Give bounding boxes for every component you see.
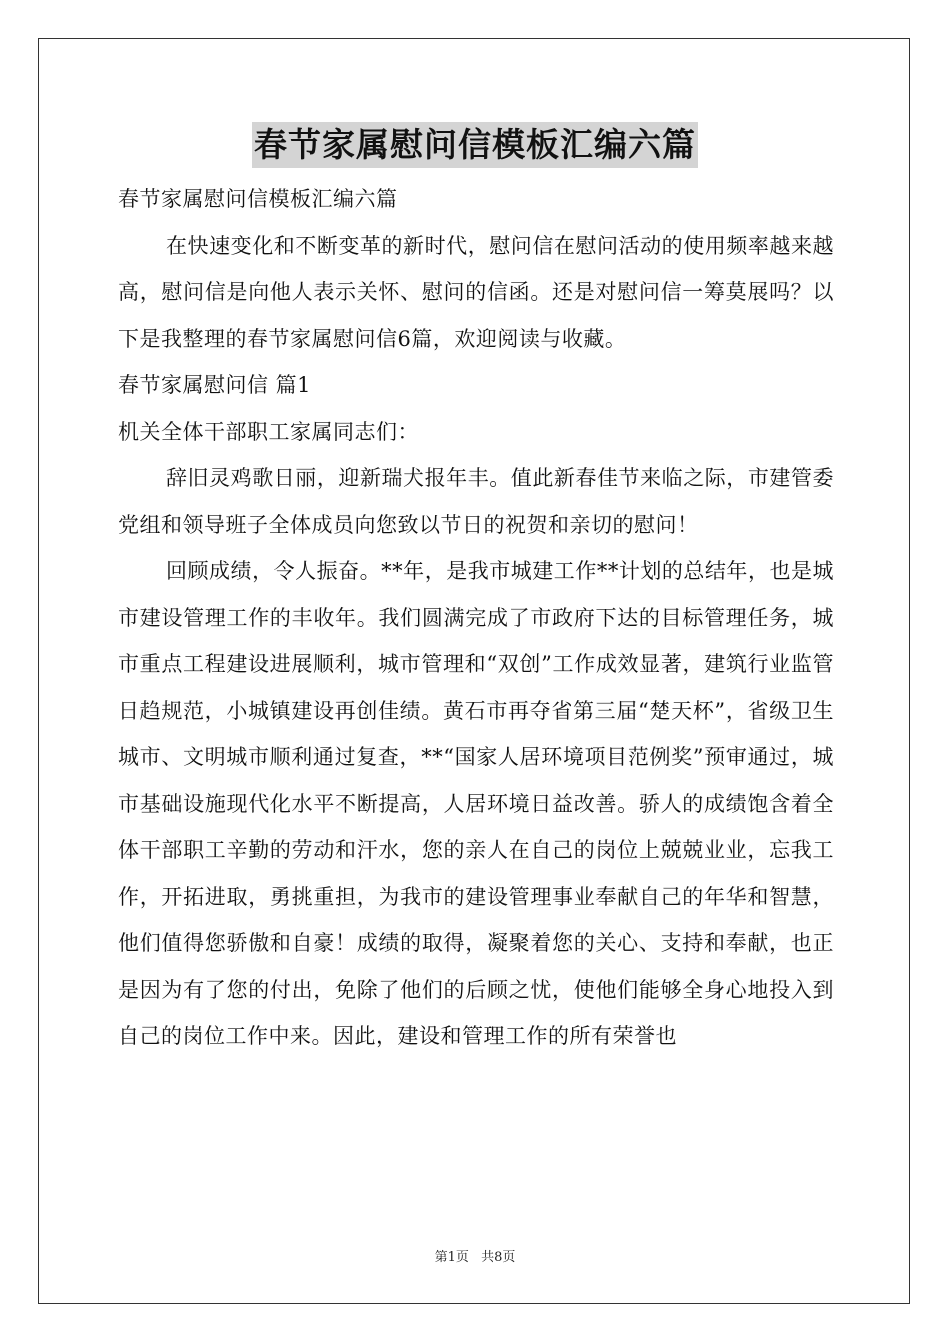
- total-pages: 共8页: [481, 1250, 516, 1265]
- salutation: 机关全体干部职工家属同志们：: [118, 419, 419, 444]
- page-number: 第1页: [434, 1250, 469, 1265]
- body-paragraph-review: 回顾成绩，令人振奋。**年，是我市城建工作**计划的总结年，也是城市建设管理工作的丰收年。我们圆满完成了市政府下达的目标管理任务，城市重点工程建设进展顺利，城市管理和“双创”工作成效显著，建筑行业监管日趋规范，小城镇建设再创佳绩。黄石市再夺省第三届“楚天杯”，省级卫生城市、文明城市顺利通过复查，**“国家人居环境项目范例奖”预审通过，城市基础设施现代化水平不断提高，人居环境日益改善。骄人的成绩饱含着全体干部职工辛勤的劳动和汗水，您的亲人在自己的岗位上兢兢业业，忘我工作，开拓进取，勇挑重担，为我市的建设管理事业奉献自己的年华和智慧，他们值得您骄傲和自豪！成绩的取得，凝聚着您的关心、支持和奉献，也正是因为有了您的付出，免除了他们的后顾之忧，使他们能够全身心地投入到自己的岗位工作中来。因此，建设和管理工作的所有荣誉也: [118, 559, 834, 1048]
- section-heading: 春节家属慰问信 篇1: [118, 373, 312, 397]
- page-footer: [0, 1246, 950, 1265]
- document-subtitle: 春节家属慰问信模板汇编六篇: [118, 187, 398, 211]
- document-body: [118, 176, 834, 1060]
- title-wrap: [0, 122, 950, 168]
- document-title: 春节家属慰问信模板汇编六篇: [252, 122, 698, 168]
- body-paragraph-greeting: 辞旧灵鸡歌日丽，迎新瑞犬报年丰。值此新春佳节来临之际，市建管委党组和领导班子全体成员向您致以节日的祝贺和亲切的慰问！: [118, 466, 834, 537]
- intro-paragraph: 在快速变化和不断变革的新时代，慰问信在慰问活动的使用频率越来越高，慰问信是向他人表示关怀、慰问的信函。还是对慰问信一筹莫展吗？以下是我整理的春节家属慰问信6篇，欢迎阅读与收藏。: [118, 233, 834, 351]
